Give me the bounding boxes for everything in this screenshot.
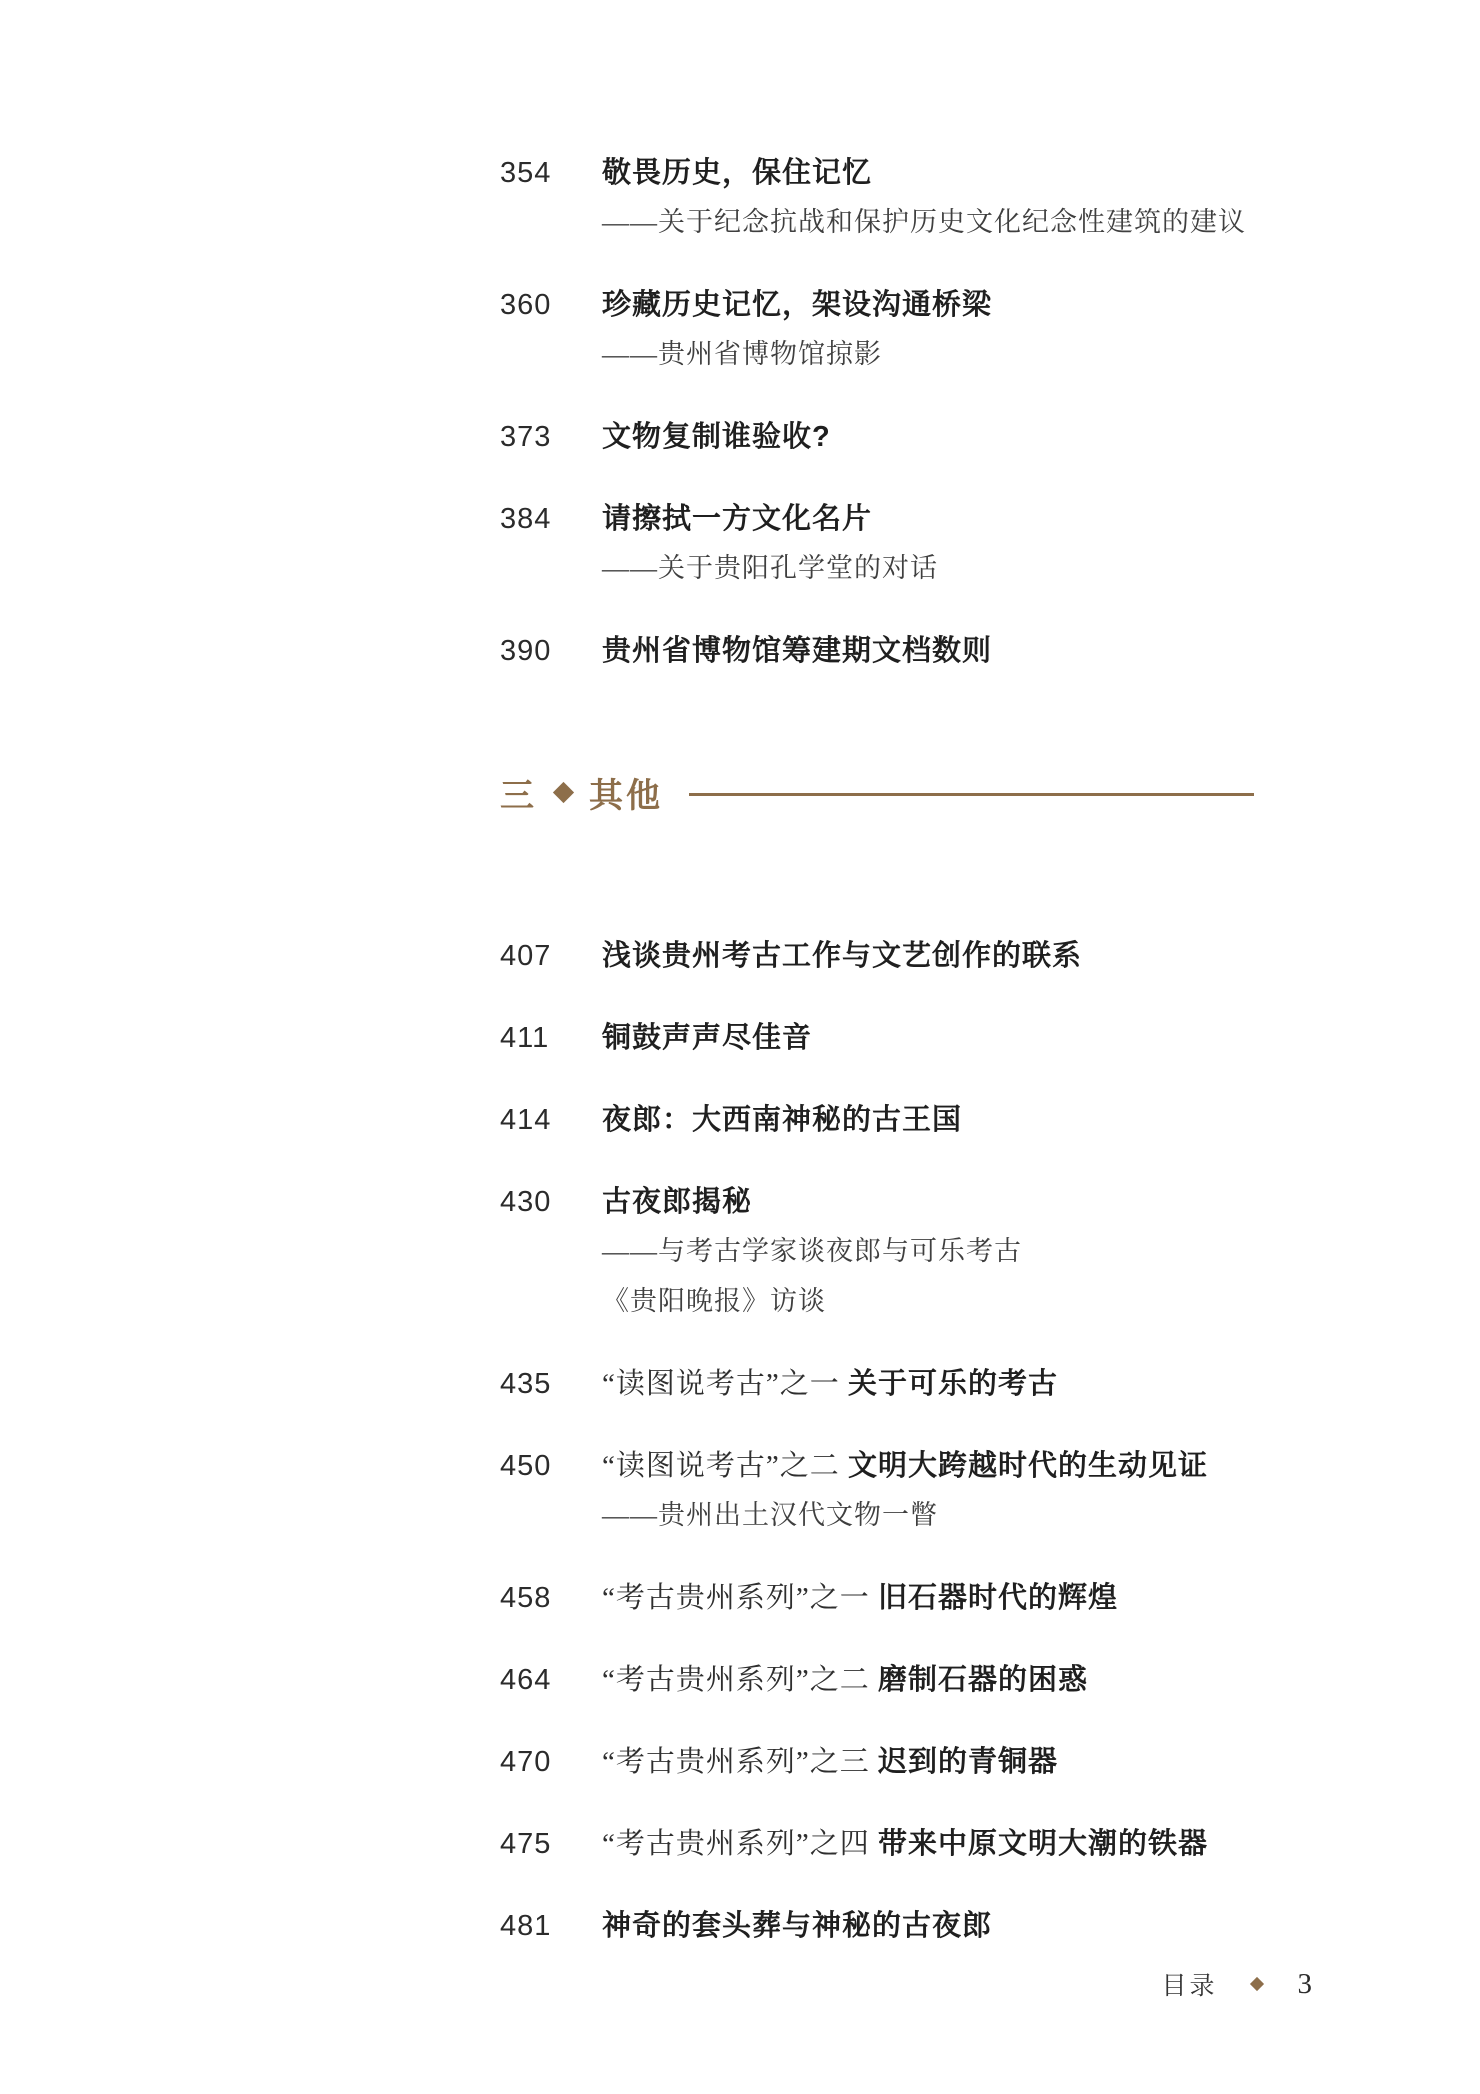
toc-content — [500, 152, 1340, 1987]
entry-title — [602, 1017, 1340, 1059]
entry-title — [602, 498, 1340, 540]
entry-title — [602, 1577, 1340, 1619]
entry-page-number: 384 — [500, 503, 552, 535]
entry-series-prefix: “考古贵州系列”之三 — [602, 1746, 878, 1778]
toc-entry — [500, 498, 1340, 590]
toc-section — [500, 152, 1340, 672]
toc-entry — [500, 152, 1340, 244]
footer-label: 目录 — [1161, 1972, 1218, 2000]
toc-entry — [500, 630, 1340, 672]
entry-title-text: 磨制石器的困惑 — [878, 1664, 1089, 1696]
entry-subtitle: ——关于贵阳孔学堂的对话 — [602, 553, 938, 583]
entry-title — [602, 1363, 1340, 1405]
entry-title-text: 文物复制谁验收? — [602, 421, 831, 453]
entry-title-text: 珍藏历史记忆，架设沟通桥梁 — [602, 289, 993, 321]
entry-page-number: 470 — [500, 1746, 552, 1778]
toc-entry — [500, 1181, 1340, 1323]
entry-subtitle: ——关于纪念抗战和保护历史文化纪念性建筑的建议 — [602, 207, 1246, 237]
toc-entry — [500, 1017, 1340, 1059]
entry-title — [602, 1181, 1340, 1223]
entry-title-text: 神奇的套头葬与神秘的古夜郎 — [602, 1910, 993, 1942]
toc-entries — [500, 152, 1340, 672]
entry-series-prefix: “考古贵州系列”之二 — [602, 1664, 878, 1696]
entry-page-number: 435 — [500, 1368, 552, 1400]
toc-section — [500, 768, 1340, 1947]
entry-page-number: 354 — [500, 157, 552, 189]
toc-entry — [500, 1363, 1340, 1405]
diamond-icon — [553, 782, 574, 803]
page-footer — [1161, 1966, 1312, 2002]
toc-entry — [500, 1445, 1340, 1537]
entry-page-number: 407 — [500, 940, 552, 972]
entry-title-text: 古夜郎揭秘 — [602, 1186, 753, 1218]
entry-title — [602, 1659, 1340, 1701]
toc-entry — [500, 1741, 1340, 1783]
toc-entry — [500, 1823, 1340, 1865]
entry-title — [602, 416, 1340, 458]
entry-page-number: 390 — [500, 635, 552, 667]
section-title: 其他 — [589, 777, 663, 815]
toc-entry — [500, 1577, 1340, 1619]
entry-page-number: 360 — [500, 289, 552, 321]
entry-title-text: 铜鼓声声尽佳音 — [602, 1022, 813, 1054]
footer-page-number: 3 — [1297, 1967, 1312, 2000]
toc-entry — [500, 935, 1340, 977]
entry-page-number: 481 — [500, 1910, 552, 1942]
entry-subtitle: ——贵州省博物馆掠影 — [602, 339, 882, 369]
entry-title — [602, 152, 1340, 194]
section-rule — [689, 793, 1254, 796]
entry-title — [602, 1741, 1340, 1783]
entry-title — [602, 1099, 1340, 1141]
toc-entry — [500, 416, 1340, 458]
toc-entry — [500, 284, 1340, 376]
entry-page-number: 475 — [500, 1828, 552, 1860]
entry-title-text: 旧石器时代的辉煌 — [878, 1582, 1119, 1614]
entry-title-text: 敬畏历史，保住记忆 — [602, 157, 873, 189]
entry-page-number: 450 — [500, 1450, 552, 1482]
toc-entry — [500, 1099, 1340, 1141]
entry-title — [602, 284, 1340, 326]
section-numeral: 三 — [500, 777, 536, 815]
entry-page-number: 464 — [500, 1664, 552, 1696]
toc-entries — [500, 935, 1340, 1947]
entry-series-prefix: “读图说考古”之一 — [602, 1368, 848, 1400]
entry-title — [602, 630, 1340, 672]
entry-title-text: 贵州省博物馆筹建期文档数则 — [602, 635, 993, 667]
entry-page-number: 458 — [500, 1582, 552, 1614]
entry-page-number: 373 — [500, 421, 552, 453]
entry-title-text: 关于可乐的考古 — [848, 1368, 1059, 1400]
diamond-icon — [1249, 1977, 1263, 1991]
entry-title-text: 文明大跨越时代的生动见证 — [848, 1450, 1209, 1482]
section-header — [500, 768, 1340, 817]
entry-title-text: 夜郎：大西南神秘的古王国 — [602, 1104, 963, 1136]
toc-entry — [500, 1659, 1340, 1701]
entry-title-text: 请擦拭一方文化名片 — [602, 503, 873, 535]
entry-subtitle: 《贵阳晚报》访谈 — [602, 1286, 826, 1316]
entry-title — [602, 1445, 1340, 1487]
toc-entry — [500, 1905, 1340, 1947]
entry-series-prefix: “考古贵州系列”之一 — [602, 1582, 878, 1614]
entry-subtitle: ——贵州出土汉代文物一瞥 — [602, 1500, 938, 1530]
entry-page-number: 414 — [500, 1104, 552, 1136]
entry-series-prefix: “读图说考古”之二 — [602, 1450, 848, 1482]
entry-title — [602, 935, 1340, 977]
entry-series-prefix: “考古贵州系列”之四 — [602, 1828, 878, 1860]
entry-title — [602, 1905, 1340, 1947]
entry-title-text: 迟到的青铜器 — [878, 1746, 1059, 1778]
entry-title-text: 带来中原文明大潮的铁器 — [878, 1828, 1209, 1860]
entry-title-text: 浅谈贵州考古工作与文艺创作的联系 — [602, 940, 1083, 972]
entry-subtitle: ——与考古学家谈夜郎与可乐考古 — [602, 1236, 1022, 1266]
entry-title — [602, 1823, 1340, 1865]
entry-page-number: 411 — [500, 1022, 550, 1054]
entry-page-number: 430 — [500, 1186, 552, 1218]
